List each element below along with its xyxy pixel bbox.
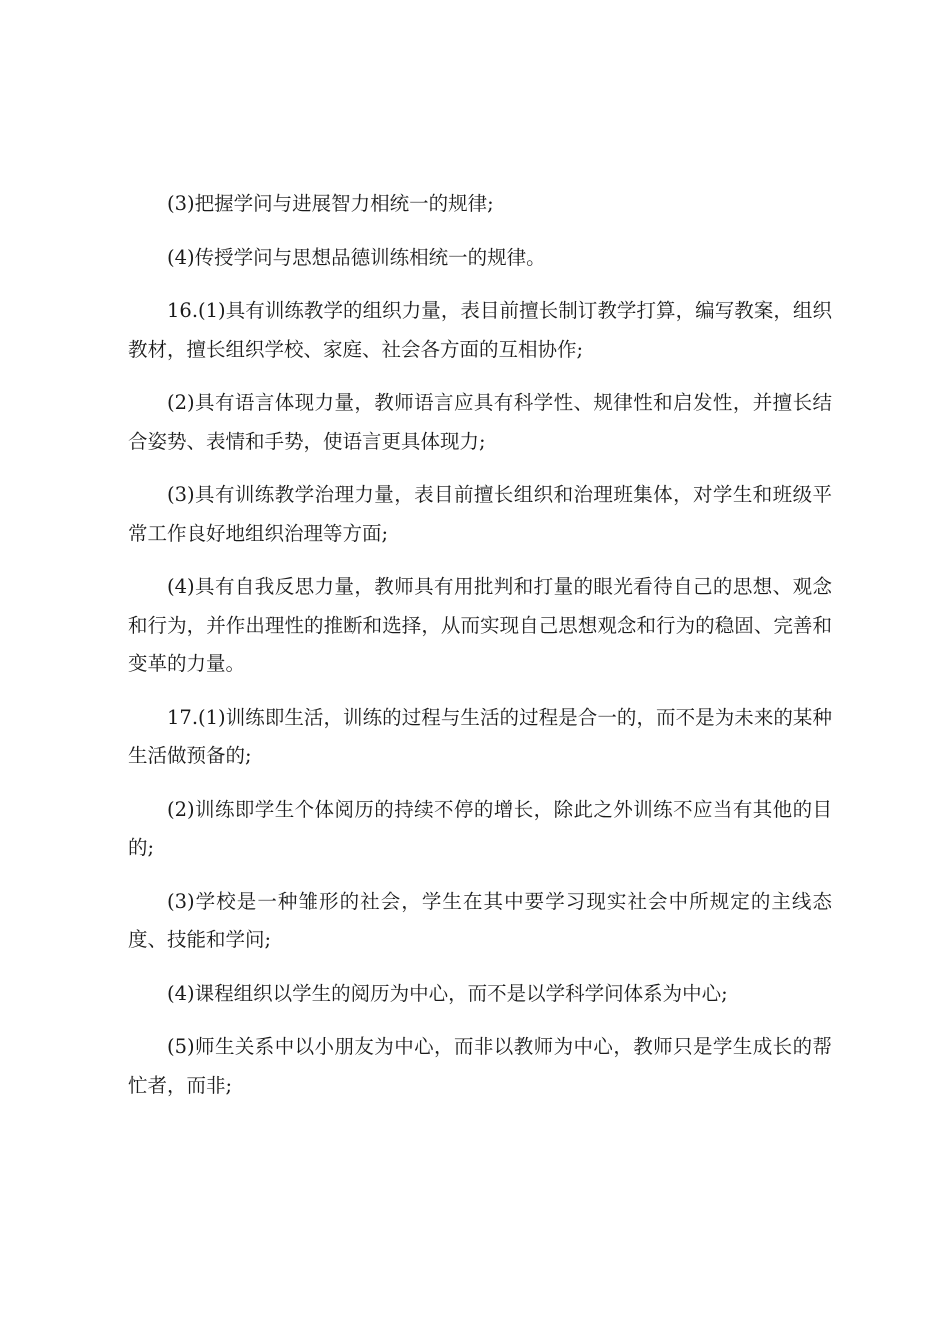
- paragraph-17-1: 17.(1)训练即生活，训练的过程与生活的过程是合一的，而不是为未来的某种生活做预备的;: [128, 705, 832, 767]
- paragraph-16-2: (2)具有语言体现力量，教师语言应具有科学性、规律性和启发性，并擅长结合姿势、表情和手势，使语言更具体现力;: [128, 391, 832, 453]
- paragraph-law-3: (3)把握学问与进展智力相统一的规律;: [167, 192, 494, 215]
- paragraph-17-4: (4)课程组织以学生的阅历为中心，而不是以学科学问体系为中心;: [167, 981, 728, 1005]
- paragraph-law-4: (4)传授学问与思想品德训练相统一的规律。: [167, 245, 546, 269]
- paragraph-16-4: (4)具有自我反思力量，教师具有用批判和打量的眼光看待自己的思想、观念和行为，并作出理性的推断和选择，从而实现自己思想观念和行为的稳固、完善和变革的力量。: [128, 575, 832, 675]
- paragraph-17-3: (3)学校是一种雏形的社会，学生在其中要学习现实社会中所规定的主线态度、技能和学问;: [128, 889, 832, 951]
- paragraph-16-3: (3)具有训练教学治理力量，表目前擅长组织和治理班集体，对学生和班级平常工作良好地组织治理等方面;: [128, 483, 832, 545]
- paragraph-16-1: 16.(1)具有训练教学的组织力量，表目前擅长制订教学打算，编写教案，组织教材，擅长组织学校、家庭、社会各方面的互相协作;: [128, 299, 832, 361]
- paragraph-17-5: (5)师生关系中以小朋友为中心，而非以教师为中心，教师只是学生成长的帮忙者，而非;: [128, 1035, 832, 1097]
- document-body: [128, 185, 832, 1120]
- paragraph-17-2: (2)训练即学生个体阅历的持续不停的增长，除此之外训练不应当有其他的目的;: [128, 797, 832, 859]
